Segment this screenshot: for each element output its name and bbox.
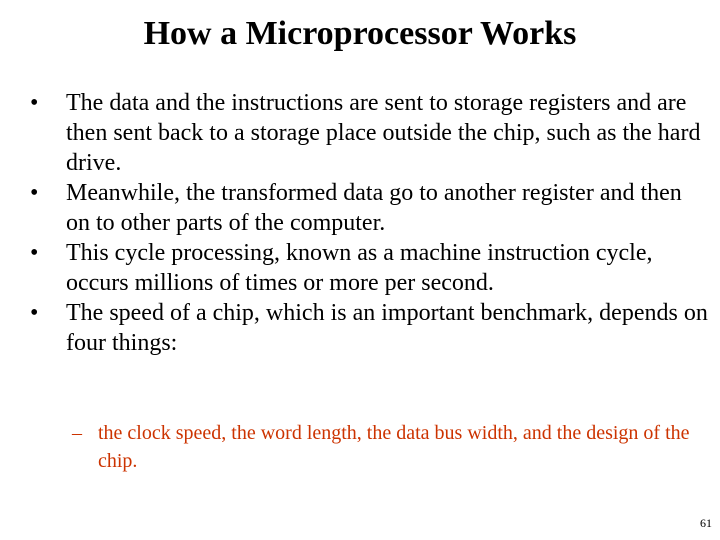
sub-bullet-item — [72, 419, 692, 475]
sub-bullet-text: the clock speed, the word length, the data bus width, and the design of the chip. — [98, 422, 690, 472]
sub-bullet-list — [72, 419, 692, 475]
bullet-text: This cycle processing, known as a machine instruction cycle, occurs millions of times or more per second. — [66, 240, 653, 296]
bullet-item — [30, 238, 710, 298]
bullet-marker: • — [30, 240, 39, 266]
bullet-item — [30, 88, 710, 178]
bullet-text: The data and the instructions are sent to storage registers and are then sent back to a storage place outside the chip, such as the hard drive. — [66, 90, 701, 176]
bullet-text: The speed of a chip, which is an important benchmark, depends on four things: — [66, 300, 708, 356]
bullet-list — [30, 88, 710, 358]
bullet-marker: • — [30, 90, 39, 116]
bullet-text: Meanwhile, the transformed data go to another register and then on to other parts of the computer. — [66, 180, 682, 236]
bullet-marker: • — [30, 180, 39, 206]
page-number: 61 — [700, 516, 712, 530]
bullet-marker: • — [30, 300, 39, 326]
bullet-item — [30, 178, 710, 238]
sub-bullet-marker: – — [72, 422, 82, 444]
bullet-item — [30, 298, 710, 358]
slide-title: How a Microprocessor Works — [143, 15, 577, 52]
